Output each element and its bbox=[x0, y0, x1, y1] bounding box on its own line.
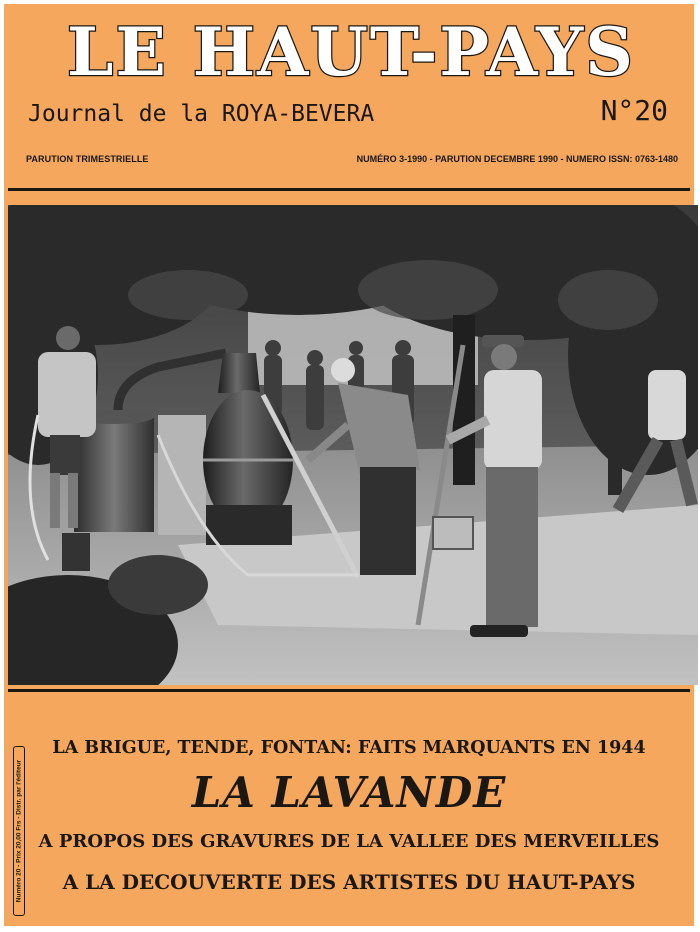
top-rule bbox=[8, 188, 690, 191]
lavender-distillation-photo bbox=[8, 205, 698, 685]
cover-photo bbox=[8, 205, 698, 685]
headline-main: LA LAVANDE bbox=[191, 768, 507, 817]
masthead-subtitle: Journal de la ROYA-BEVERA bbox=[28, 101, 375, 127]
magazine-cover bbox=[4, 4, 694, 926]
headline-1944: LA BRIGUE, TENDE, FONTAN: FAITS MARQUANTS EN 1944 bbox=[52, 738, 646, 758]
headline-merveilles: A PROPOS DES GRAVURES DE LA VALLEE DES MERVEILLES bbox=[38, 831, 660, 852]
bottom-rule bbox=[8, 689, 690, 692]
price-note: Numéro 20 - Prix 20,00 Frs - Distr. par l'éditeur bbox=[15, 759, 23, 903]
masthead-title: LE HAUT-PAYS bbox=[67, 13, 635, 91]
issue-info: NUMÉRO 3-1990 - PARUTION DECEMBRE 1990 - NUMERO ISSN: 0763-1480 bbox=[356, 154, 678, 164]
headline-artistes: A LA DECOUVERTE DES ARTISTES DU HAUT-PAYS bbox=[62, 870, 636, 894]
issue-number: N°20 bbox=[600, 94, 668, 127]
periodicity-label: PARUTION TRIMESTRIELLE bbox=[26, 154, 149, 164]
